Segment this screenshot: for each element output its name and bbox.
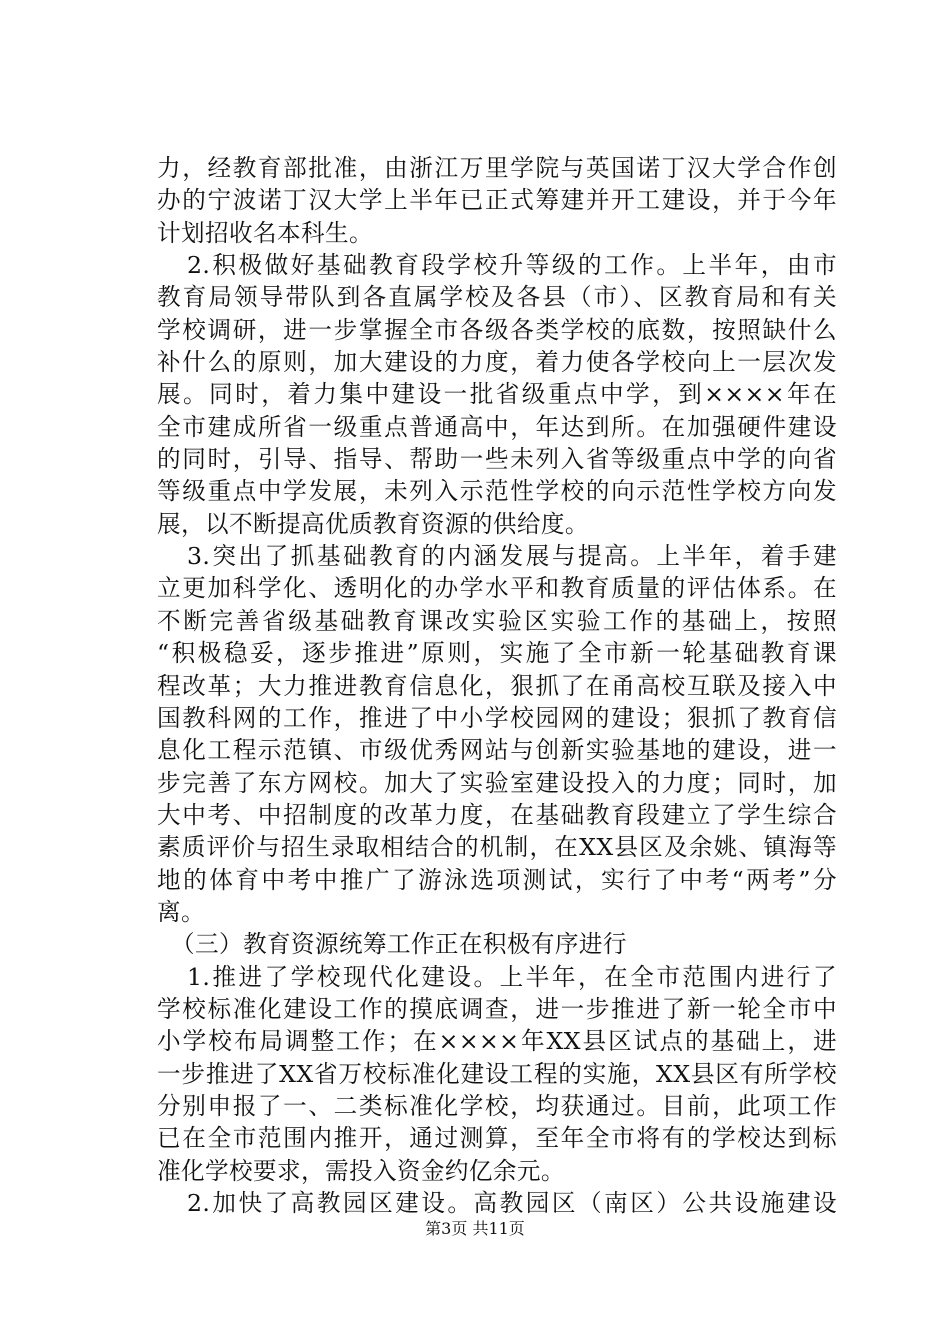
page-number-footer: 第3页 共11页 (425, 1219, 525, 1238)
text-line: 国教科网的工作，推进了中小学校园网的建设；狠抓了教育信 (157, 703, 837, 732)
text-line: 不断完善省级基础教育课改实验区实验工作的基础上，按照 (157, 606, 837, 635)
text-line: 地的体育中考中推广了游泳选项测试，实行了中考“两考”分 (157, 865, 837, 894)
text-line: 展。同时，着力集中建设一批省级重点中学，到××××年在 (157, 380, 837, 409)
text-line: 准化学校要求，需投入资金约亿余元。 (157, 1156, 565, 1185)
text-line: 离。 (157, 897, 205, 926)
paragraph-start-line: 2.积极做好基础教育段学校升等级的工作。上半年，由市 (187, 251, 837, 280)
text-line: 一步推进了XX省万校标准化建设工程的实施，XX县区有所学校 (157, 1059, 837, 1088)
paragraph-start-line: 2.加快了高教园区建设。高教园区（南区）公共设施建设 (187, 1189, 837, 1217)
text-line: 学校调研，进一步掌握全市各级各类学校的底数，按照缺什么 (157, 315, 837, 344)
text-line: 全市建成所省一级重点普通高中，年达到所。在加强硬件建设 (157, 412, 837, 441)
text-line: 素质评价与招生录取相结合的机制，在XX县区及余姚、镇海等 (157, 833, 837, 862)
text-line: 计划招收名本科生。 (157, 218, 373, 247)
text-line: 息化工程示范镇、市级优秀网站与创新实验基地的建设，进一 (157, 736, 837, 765)
paragraph-start-line: 3.突出了抓基础教育的内涵发展与提高。上半年，着手建 (187, 542, 837, 571)
paragraph-start-line: 1.推进了学校现代化建设。上半年，在全市范围内进行了 (187, 962, 837, 991)
text-line: 小学校布局调整工作；在××××年XX县区试点的基础上，进 (157, 1027, 837, 1056)
text-line: 等级重点中学发展，未列入示范性学校的向示范性学校方向发 (157, 477, 837, 506)
text-line: 办的宁波诺丁汉大学上半年已正式筹建并开工建设，并于今年 (157, 186, 837, 215)
text-line: 大中考、中招制度的改革力度，在基础教育段建立了学生综合 (157, 800, 837, 829)
text-line: 的同时，引导、指导、帮助一些未列入省等级重点中学的向省 (157, 445, 837, 474)
text-line: 已在全市范围内推开，通过测算，至年全市将有的学校达到标 (157, 1124, 837, 1153)
text-line: 分别申报了一、二类标准化学校，均获通过。目前，此项工作 (157, 1091, 837, 1120)
text-line: 展，以不断提高优质教育资源的供给度。 (157, 509, 589, 538)
text-line: 教育局领导带队到各直属学校及各县（市）、区教育局和有关 (157, 283, 837, 312)
text-line: “积极稳妥，逐步推进”原则，实施了全市新一轮基础教育课 (157, 639, 837, 668)
text-line: 力，经教育部批准，由浙江万里学院与英国诺丁汉大学合作创 (157, 154, 837, 182)
text-line: 补什么的原则，加大建设的力度，着力使各学校向上一层次发 (157, 348, 837, 377)
section-heading: （三）教育资源统筹工作正在积极有序进行 (171, 930, 627, 959)
text-line: 步完善了东方网校。加大了实验室建设投入的力度；同时，加 (157, 768, 837, 797)
document-body (157, 152, 837, 1219)
text-line: 学校标准化建设工作的摸底调查，进一步推进了新一轮全市中 (157, 994, 837, 1023)
text-line: 立更加科学化、透明化的办学水平和教育质量的评估体系。在 (157, 574, 837, 603)
text-line: 程改革；大力推进教育信息化，狠抓了在甬高校互联及接入中 (157, 671, 837, 700)
